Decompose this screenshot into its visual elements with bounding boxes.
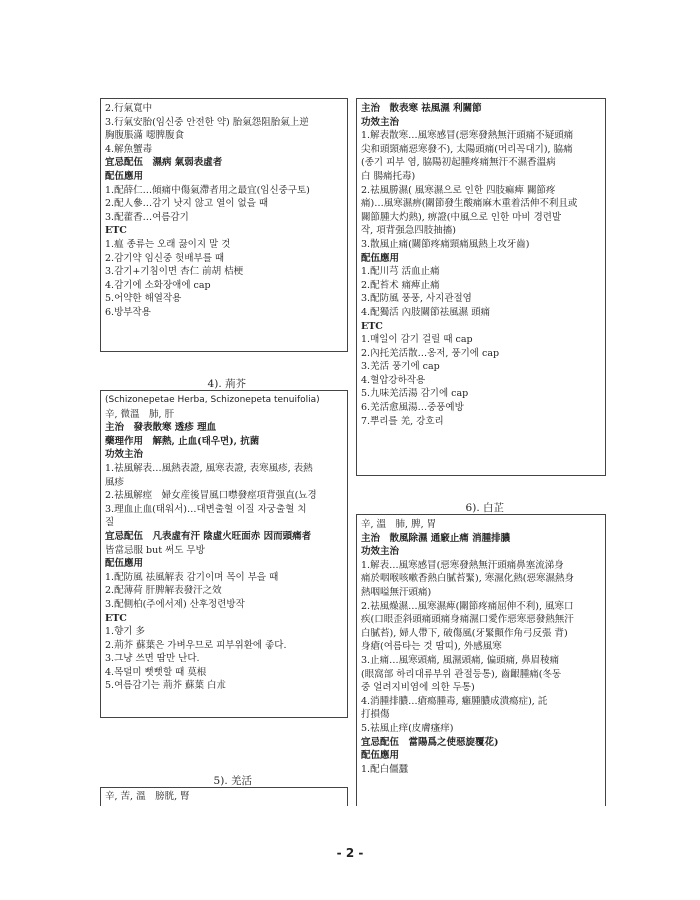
text-line: 辛, 微溫 肺, 肝 [105,408,175,420]
text-line: 2.行氣寬中 [105,103,153,114]
text-line: 4.혈압강하작용 [361,374,426,386]
text-line: 3.羌活 풍기에 cap [361,361,440,373]
left-notes-box-3 [100,787,348,806]
text-line: 3.配藿香…여름감기 [105,211,189,223]
text-line: 1.향기 多 [105,626,145,638]
text-line: 1.매일이 감기 걸릴 때 cap [361,334,473,346]
text-line: 藥理作用 解熱, 止血(태우면), 抗菌 [105,435,260,447]
text-line: 主治 散風除濕 通竅止痛 消腫排膿 [361,532,511,544]
text-line: 2.內托羌活散…옹저, 풍기에 cap [361,347,500,359]
text-line: 7.뿌리를 羌, 강호리 [361,415,444,427]
text-line: 3.行氣安胎(임신중 안전한 약) 胎氣怨阻胎氣上逆 [105,116,309,128]
text-line: 4.配獨活 內肢關節祛風濕 頭痛 [361,306,491,318]
text-line: ETC [361,320,383,332]
herb-title-qianghuo: 5). 羌活 [213,775,252,787]
text-line: 功效主治 [105,449,144,461]
page-number: - 2 - [336,846,364,860]
text-line: 2.荊芥 蘇葉은 가벼우므로 피부위환에 좋다. [105,639,287,651]
left-block1-lines [101,99,347,320]
left-notes-box-2 [100,390,348,718]
text-line: 功效主治 [361,116,400,128]
text-line: 胸腹脹滿 噁脾腹食 [105,130,185,142]
herb-title-baizhi: 6). 白芷 [465,502,504,514]
right-block2-lines [357,515,605,776]
text-line: 4.목덜미 뻣뻣할 때 莫根 [105,666,207,678]
text-line: 5.九味羌活湯 감기에 cap [361,388,469,400]
left-block3-lines [101,788,347,804]
text-line: 4.감기에 소화장애에 cap [105,279,211,291]
text-line: 3.止痛…風寒頭痛, 風濕頭痛, 偏頭痛, 鼻眉稜痛 [361,654,560,666]
text-line: 2.감기약 임신중 헛배부를 때 [105,252,225,264]
text-line: 白 腸痛托毒) [361,170,416,182]
text-line: 5.어약한 해열작용 [105,293,182,305]
text-line: 尖和頭頸痛惡寒發不), 太陽頭痛(머리꼭대기), 脇痛 [361,143,573,155]
left-block2-lines [101,391,347,693]
text-line: 1.配川芎 活血止痛 [361,266,440,278]
text-line: (종기 피부 염, 脇陽初起腫疼痛無汗不濕香溫病 [361,157,556,169]
text-line: 關節腫大灼熱), 痹證(中風으로 인한 마비 경련발 [361,211,562,223]
text-line: 主治 散表寒 祛風濕 利關節 [361,103,482,114]
text-line: 白膩苔), 婦人帶下, 破傷風(牙緊顫作角弓反張 背) [361,627,568,639]
text-line: 辛, 苦, 溫 膀胱, 腎 [105,791,190,802]
text-line: 2.配人參…감기 낫지 않고 열이 없을 때 [105,198,269,210]
text-line: 1.配防風 祛風解表 감기이며 목이 부을 때 [105,571,279,583]
text-line: 皆當忌服 but 써도 무방 [105,544,205,556]
text-line: 1.解表散寒…風寒感冒(惡寒發熱無汗頭痛不疑頭痛 [361,130,574,142]
text-line: 3.散風止痛(關節疼痛頸痛風熱上攻牙齒) [361,238,530,250]
text-line: 痛於咽喉咳嗽香熱白膩苔緊), 寒濕化熱(惡寒濕熱身 [361,573,574,585]
text-line: 打損傷 [361,709,390,721]
text-line: 辛, 溫 肺, 脾, 胃 [361,519,437,530]
text-line: 2.配薄荷 肝脾解表發汗之效 [105,585,222,597]
text-line: 配伍應用 [361,750,400,762]
text-line: 配伍應用 [105,170,144,182]
text-line: 2.祛風勝濕( 風寒濕으로 인한 四肢痲痺 關節疼 [361,184,556,196]
text-line: 3.감기+기침이면 杏仁 前胡 桔梗 [105,266,244,278]
text-line: 4.解魚蟹毒 [105,143,153,155]
text-line: (眼窩部 하리대류부위 관절등통), 齒齦腫痛(冬동 [361,668,562,680]
text-line: 질 [105,517,115,529]
text-line: 1.瘟 종류는 오래 끓이지 말 것 [105,238,231,250]
left-notes-box-1 [100,98,348,352]
text-line: 痛)…風寒濕痹(關節發生酸痛麻木重着活伸不利且或 [361,198,578,210]
text-line: 主治 發表散寒 透疹 理血 [105,422,217,434]
text-line: 宜忌配伍 凡表虛有汗 陰虛火旺面赤 因而頭痛者 [105,530,312,542]
text-line: 3.理血止血(태워서)…대변출혈 이질 자궁출혈 치 [105,503,307,515]
text-line: 중 얼려지비염에 의한 두통) [361,682,475,694]
text-line: (Schizonepetae Herba, Schizonepeta tenuifolia) [105,395,320,405]
text-line: 2.配苔术 痛痺止痛 [361,279,440,291]
text-line: 3.그냥 쓰면 땀만 난다. [105,653,200,665]
text-line: 功效主治 [361,546,400,558]
text-line: 1.解表…風寒感冒(惡寒發熱無汗頭痛鼻塞流涕身 [361,559,564,571]
text-line: 1.配薛仁…傾痛中傷氣滯者用之最宜(임신중구토) [105,184,310,196]
text-line: 5.祛風止痒(皮膚瘙痒) [361,722,454,734]
text-line: 疾(口眼歪斜頭痛頭痛身痛濕口愛作惡寒惡發熱無汗 [361,614,574,626]
text-line: 宜忌配伍 當陽爲之使惡旋覆花) [361,736,499,748]
text-line: 配伍應用 [105,558,144,570]
text-line: 配伍應用 [361,252,400,264]
right-notes-box-2 [356,514,606,806]
text-line: 身瘡(여름타는 것 땀띠), 外感風寒 [361,641,502,653]
text-line: 熱咽嗌無汗頭痛) [361,586,432,598]
text-line: ETC [105,225,127,237]
text-line: 1.配白僵蠶 [361,763,409,775]
text-line: 1.祛風解表…風熱表證, 風寒表證, 表寒風疹, 表熱 [105,462,313,474]
text-line: 3.配側柏(주에서제) 산후정련방작 [105,598,245,610]
text-line: 6.방부작용 [105,306,151,318]
text-line: 6.羌活愈風湯…중풍예방 [361,402,464,414]
text-line: 2.祛風解痙 婦女産後冒風口噤發痙項背强直(뇨경 [105,490,317,502]
text-line: 5.여름감기는 荊芥 蘇葉 白朮 [105,680,227,692]
text-line: 2.祛風燥濕…風寒濕痺(關節疼痛屈伸不利), 風寒口 [361,600,574,612]
text-line: 風疹 [105,476,125,488]
text-line: ETC [105,612,127,624]
text-line: 宜忌配伍 濕病 氣弱表虛者 [105,157,223,169]
right-block1-lines [357,99,605,428]
text-line: 작, 項背强急四肢抽搐) [361,225,456,237]
right-notes-box-1 [356,98,606,476]
text-line: 4.消腫排膿…瘡瘍腫毒, 癰腫膿成潰瘍症), 託 [361,695,548,707]
herb-title-jingjie: 4). 荊芥 [207,378,246,390]
text-line: 3.配防風 풍풍, 사지관절염 [361,293,472,305]
